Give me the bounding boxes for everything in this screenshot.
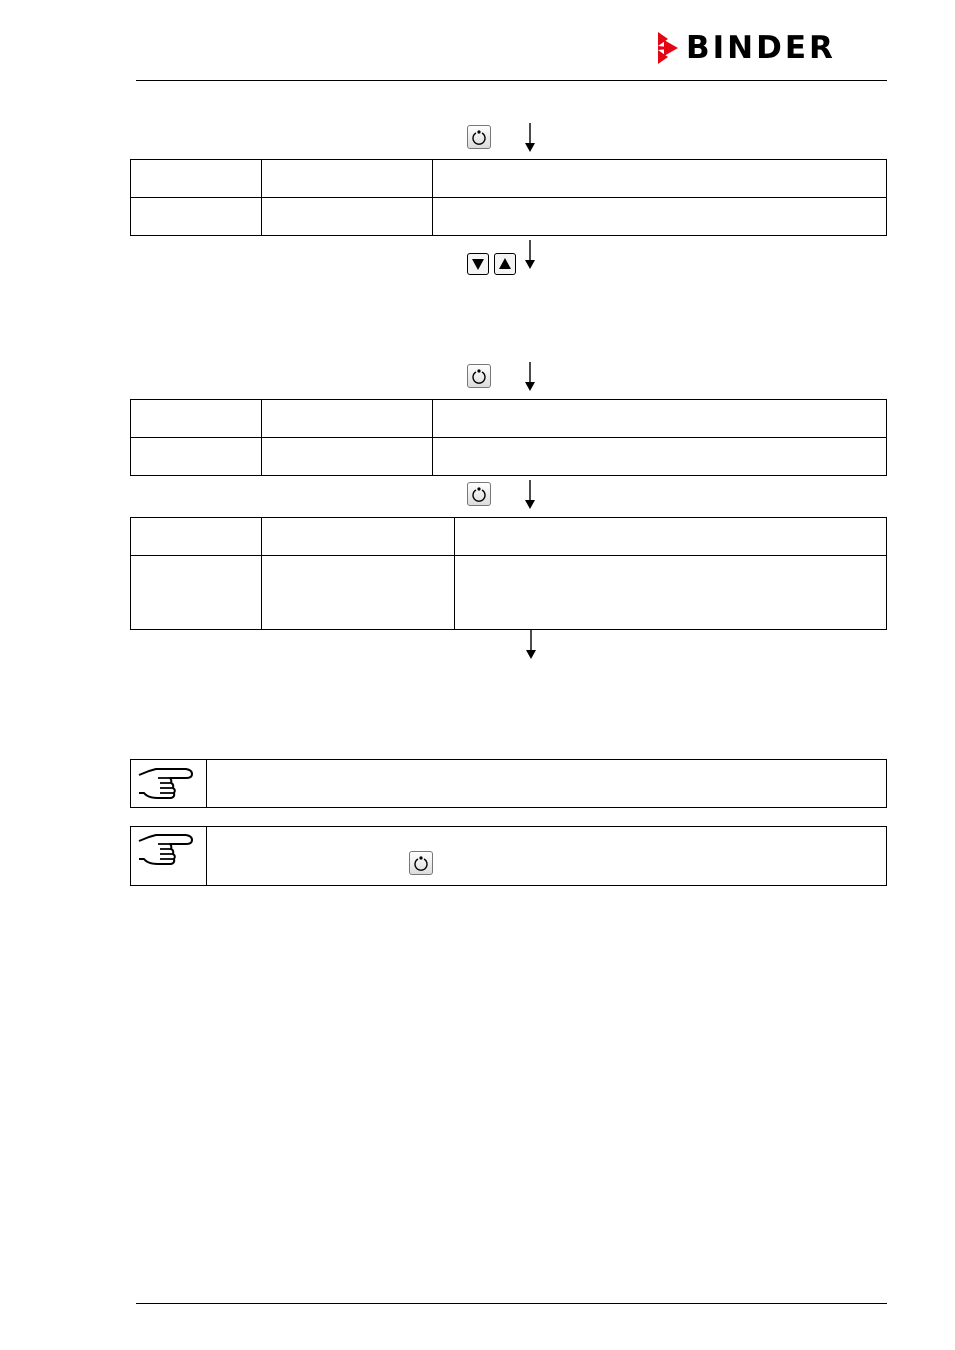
- table-cell: [433, 198, 887, 236]
- control-button-icon[interactable]: [467, 364, 491, 388]
- table-row: [131, 198, 887, 236]
- table-row: [131, 518, 887, 556]
- note-icon-cell: [131, 827, 207, 885]
- down-flow-arrow-icon: [524, 362, 536, 392]
- down-flow-arrow-icon: [524, 480, 536, 510]
- binder-logo-icon: [656, 30, 680, 66]
- table-cell: [455, 556, 887, 630]
- step2-table: [130, 399, 887, 476]
- control-button-icon[interactable]: [467, 125, 491, 149]
- table-cell: [262, 438, 433, 476]
- table-cell: [262, 518, 455, 556]
- table-cell: [262, 556, 455, 630]
- table-cell: [131, 518, 262, 556]
- up-button-icon[interactable]: [494, 253, 516, 275]
- brand-logo: [656, 30, 836, 66]
- table-cell: [262, 160, 433, 198]
- table-cell: [262, 198, 433, 236]
- step1-table: [130, 159, 887, 236]
- table-cell: [433, 160, 887, 198]
- down-flow-arrow-icon: [525, 630, 537, 660]
- down-button-icon[interactable]: [467, 253, 489, 275]
- down-flow-arrow-icon: [524, 240, 536, 270]
- control-button-icon[interactable]: [467, 482, 491, 506]
- step3-table: [130, 517, 887, 630]
- table-cell: [433, 438, 887, 476]
- table-cell: [131, 438, 262, 476]
- control-button-icon[interactable]: [409, 851, 433, 875]
- note-box: [130, 759, 887, 808]
- pointing-hand-icon: [136, 765, 196, 803]
- header-rule: [136, 80, 887, 81]
- table-cell: [433, 400, 887, 438]
- table-cell: [131, 556, 262, 630]
- table-cell: [455, 518, 887, 556]
- table-cell: [131, 400, 262, 438]
- pointing-hand-icon: [136, 831, 196, 869]
- table-row: [131, 160, 887, 198]
- table-cell: [131, 198, 262, 236]
- table-row: [131, 556, 887, 630]
- table-cell: [262, 400, 433, 438]
- note-box: [130, 826, 887, 886]
- table-row: [131, 438, 887, 476]
- footer-rule: [136, 1303, 887, 1304]
- down-flow-arrow-icon: [524, 123, 536, 153]
- note-icon-cell: [131, 760, 207, 807]
- brand-name: BINDER: [686, 30, 836, 66]
- table-cell: [131, 160, 262, 198]
- table-row: [131, 400, 887, 438]
